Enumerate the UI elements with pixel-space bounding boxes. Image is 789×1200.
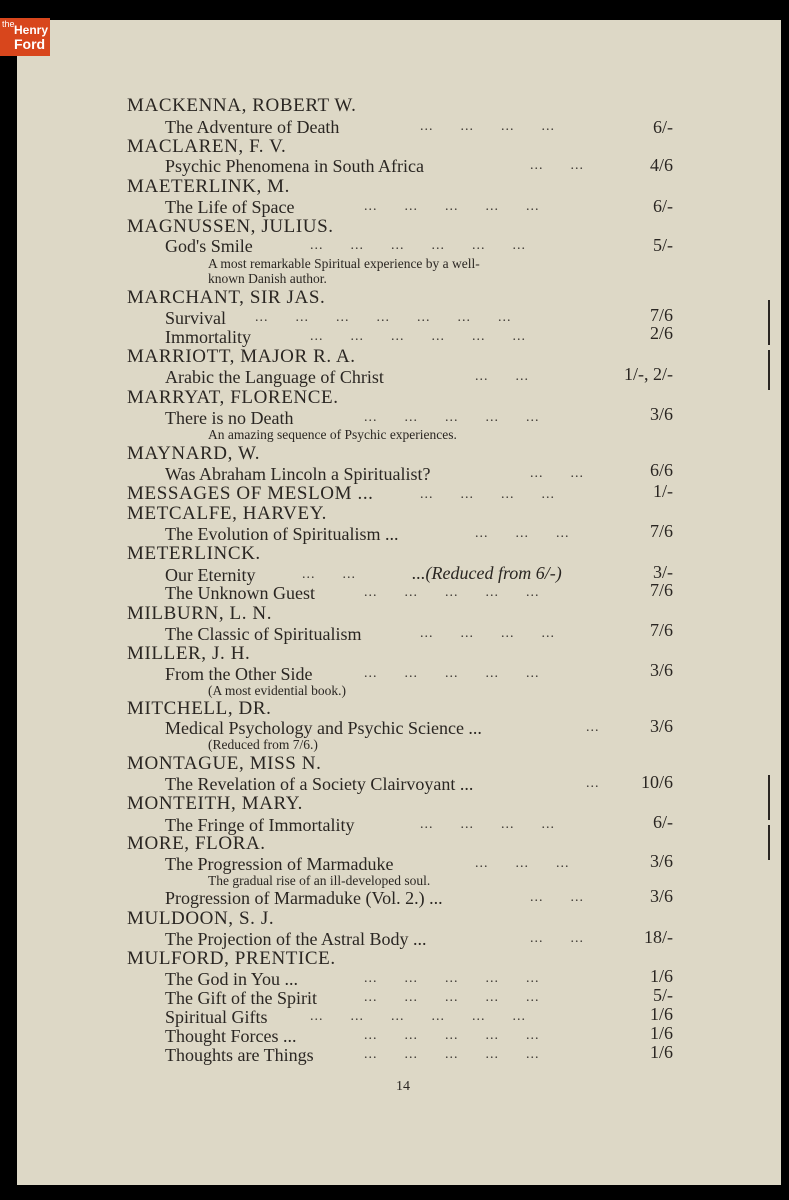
author-heading: MARCHANT, SIR JAS. [127,287,326,308]
leader-dots: ... ... ... [475,856,570,871]
book-title: Medical Psychology and Psychic Science ... [165,718,482,738]
author-heading: MITCHELL, DR. [127,698,272,719]
leader-dots: ... [586,776,600,791]
book-price: 3/6 [649,660,673,680]
book-title: The Life of Space [165,197,295,217]
leader-dots: ... ... ... ... ... [364,971,540,986]
author-heading: MACLAREN, F. V. [127,136,287,157]
author-heading: MAYNARD, W. [127,443,261,464]
book-title: The Progression of Marmaduke [165,854,394,874]
book-note: An amazing sequence of Psychic experiences. [208,427,457,442]
book-title: Progression of Marmaduke (Vol. 2.) ... [165,888,443,908]
author-heading: METERLINCK. [127,543,261,564]
leader-dots: ... ... [302,567,356,582]
book-note: The gradual rise of an ill-developed soul. [208,873,431,888]
book-note: (A most evidential book.) [208,683,346,698]
book-price: 6/- [653,117,673,137]
leader-dots: ... ... ... ... ... [364,990,540,1005]
leader-dots: ... ... ... [475,526,570,541]
binding-mark [768,350,770,390]
book-title: Our Eternity [165,565,256,585]
leader-dots: ... ... ... ... ... [364,199,540,214]
book-price: 4/6 [649,155,673,175]
book-price: 1/-, 2/- [624,364,673,384]
book-title: Psychic Phenomena in South Africa [165,156,424,176]
leader-dots: ... ... ... ... ... [364,410,540,425]
binding-mark [768,825,770,860]
book-price: 7/6 [649,305,673,325]
leader-dots: ... ... ... ... ... ... [310,1009,526,1024]
book-price: 7/6 [649,521,673,541]
leader-dots: ... ... ... ... ... ... [310,329,526,344]
book-price: 3/6 [649,886,673,906]
author-heading: MONTAGUE, MISS N. [127,753,322,774]
book-title: The God in You ... [165,969,299,989]
author-heading: MULFORD, PRENTICE. [127,948,336,969]
book-title: Thought Forces ... [165,1026,297,1046]
book-title: Survival [165,308,226,328]
book-note: A most remarkable Spiritual experience by a well- [208,256,480,271]
book-price: 7/6 [649,620,673,640]
book-price: 10/6 [640,772,673,792]
book-price: 3/6 [649,404,673,424]
book-price: 6/6 [649,460,673,480]
book-price: 3/- [653,562,673,582]
book-title: God's Smile [165,236,253,256]
author-heading: MILLER, J. H. [127,643,251,664]
book-price: 5/- [653,235,673,255]
book-title: The Projection of the Astral Body ... [165,929,427,949]
logo-ford: Ford [14,36,46,52]
logo-henry: Henry [14,23,49,37]
leader-dots: ... ... ... ... [420,487,555,502]
page-number: 14 [396,1079,410,1094]
book-title: The Gift of the Spirit [165,988,317,1008]
book-price: 7/6 [649,580,673,600]
author-heading: MARRYAT, FLORENCE. [127,387,339,408]
book-title: The Unknown Guest [165,583,315,603]
book-title: Arabic the Language of Christ [165,367,384,387]
leader-dots: ... ... ... ... [420,817,555,832]
author-heading: MESSAGES OF MESLOM ... [127,483,374,504]
book-price: 1/- [653,481,673,501]
author-heading: MORE, FLORA. [127,833,266,854]
leader-dots: ... ... [530,931,584,946]
book-title: Spiritual Gifts [165,1007,268,1027]
logo-the: the [2,19,15,29]
leader-dots: ... [586,720,600,735]
author-heading: MAGNUSSEN, JULIUS. [127,216,334,237]
leader-dots: ... ... [530,158,584,173]
leader-dots: ... ... [530,466,584,481]
book-price: 6/- [653,812,673,832]
book-title: There is no Death [165,408,294,428]
leader-dots: ... ... ... ... ... [364,666,540,681]
author-heading: MACKENNA, ROBERT W. [127,95,357,116]
book-title: Immortality [165,327,251,347]
book-price: 1/6 [649,1023,673,1043]
leader-dots: ... ... ... ... [420,626,555,641]
author-heading: MARRIOTT, MAJOR R. A. [127,346,356,367]
book-note: known Danish author. [208,271,327,286]
book-title: From the Other Side [165,664,313,684]
book-price: 3/6 [649,716,673,736]
book-price: 1/6 [649,1004,673,1024]
book-price: 18/- [644,927,673,947]
leader-dots: ... ... ... ... ... [364,1047,540,1062]
book-title: Was Abraham Lincoln a Spiritualist? [165,464,431,484]
author-heading: MONTEITH, MARY. [127,793,303,814]
book-title: The Evolution of Spiritualism ... [165,524,399,544]
author-heading: MAETERLINK, M. [127,176,291,197]
reduced-note: ...(Reduced from 6/-) [412,563,562,583]
leader-dots: ... ... ... ... ... ... [310,238,526,253]
book-title: The Revelation of a Society Clairvoyant ... [165,774,474,794]
book-title: The Fringe of Immortality [165,815,355,835]
book-price: 5/- [653,985,673,1005]
leader-dots: ... ... ... ... [420,119,555,134]
book-title: The Adventure of Death [165,117,340,137]
binding-mark [768,775,770,820]
book-title: The Classic of Spiritualism [165,624,362,644]
book-price: 6/- [653,196,673,216]
book-price: 1/6 [649,1042,673,1062]
author-heading: MULDOON, S. J. [127,908,275,929]
leader-dots: ... ... ... ... ... [364,585,540,600]
book-price: 2/6 [649,323,673,343]
book-title: Thoughts are Things [165,1045,314,1065]
book-note: (Reduced from 7/6.) [208,737,318,752]
leader-dots: ... ... [475,369,529,384]
book-price: 1/6 [649,966,673,986]
leader-dots: ... ... ... ... ... [364,1028,540,1043]
book-price: 3/6 [649,851,673,871]
leader-dots: ... ... [530,890,584,905]
binding-mark [768,300,770,345]
leader-dots: ... ... ... ... ... ... ... [255,310,512,325]
author-heading: METCALFE, HARVEY. [127,503,327,524]
author-heading: MILBURN, L. N. [127,603,273,624]
